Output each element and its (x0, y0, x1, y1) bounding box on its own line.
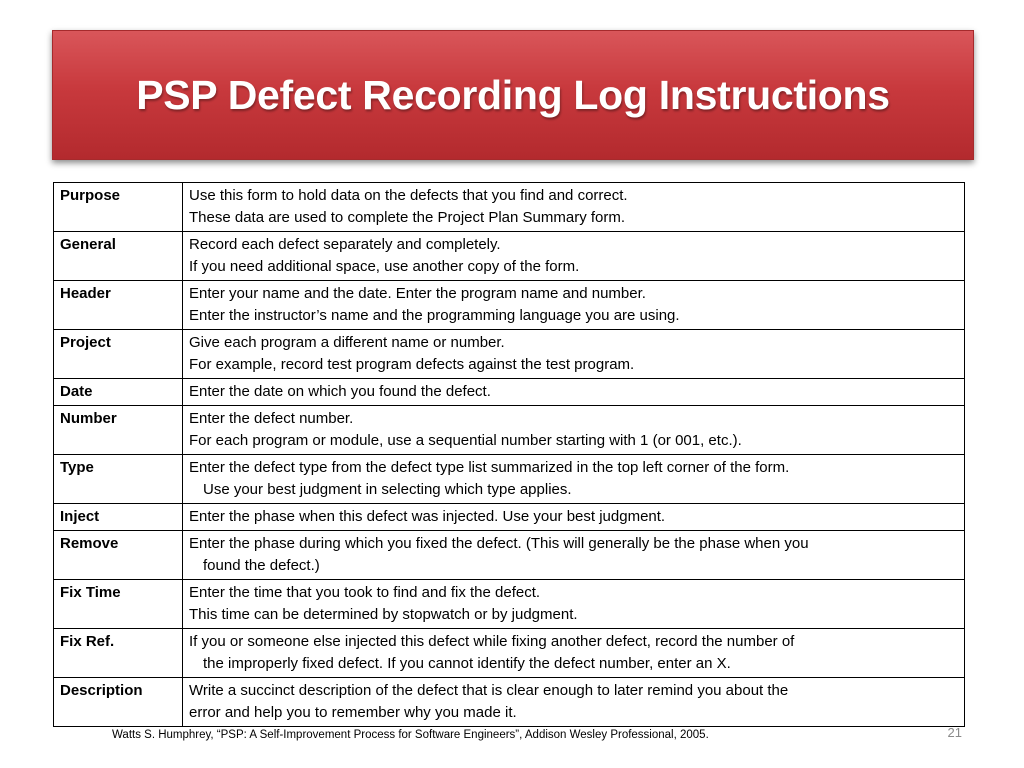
table-row (54, 406, 965, 455)
table-row (54, 379, 965, 406)
table-row (54, 330, 965, 379)
table-row (54, 455, 965, 504)
text-line: Enter the date on which you found the defect. (189, 383, 491, 400)
text-line: Enter the defect number. (189, 410, 354, 427)
row-text-header (183, 281, 965, 330)
text-line: Give each program a different name or number. (189, 334, 505, 351)
instructions-table (53, 182, 965, 727)
text-line: Enter the time that you took to find and fix the defect. (189, 584, 541, 601)
row-label-fix-ref: Fix Ref. (54, 629, 183, 678)
table-row (54, 580, 965, 629)
table-row (54, 531, 965, 580)
text-line: Enter your name and the date. Enter the program name and number. (189, 285, 646, 302)
table-row (54, 678, 965, 727)
title-banner (52, 30, 974, 160)
row-text-purpose (183, 183, 965, 232)
text-line: Enter the instructor’s name and the programming language you are using. (189, 307, 680, 324)
text-line: These data are used to complete the Project Plan Summary form. (189, 209, 626, 226)
row-label-fix-time: Fix Time (54, 580, 183, 629)
row-label-number: Number (54, 406, 183, 455)
table-row (54, 629, 965, 678)
row-label-header: Header (54, 281, 183, 330)
text-line: error and help you to remember why you made it. (189, 704, 517, 721)
row-text-number (183, 406, 965, 455)
row-label-type: Type (54, 455, 183, 504)
table-row (54, 183, 965, 232)
text-line: For example, record test program defects against the test program. (189, 356, 635, 373)
table-row (54, 232, 965, 281)
text-line: Use your best judgment in selecting which type applies. (203, 481, 572, 498)
text-line: Write a succinct description of the defect that is clear enough to later remind you about the (189, 682, 789, 699)
row-label-general: General (54, 232, 183, 281)
text-line: If you need additional space, use another copy of the form. (189, 258, 580, 275)
text-line: the improperly fixed defect. If you cannot identify the defect number, enter an X. (203, 655, 731, 672)
text-line: Use this form to hold data on the defects that you find and correct. (189, 187, 628, 204)
table-row (54, 504, 965, 531)
row-text-date (183, 379, 965, 406)
row-text-description (183, 678, 965, 727)
text-line: found the defect.) (203, 557, 320, 574)
row-label-purpose: Purpose (54, 183, 183, 232)
row-text-remove (183, 531, 965, 580)
slide-title: PSP Defect Recording Log Instructions (136, 71, 890, 118)
row-text-general (183, 232, 965, 281)
row-label-inject: Inject (54, 504, 183, 531)
row-label-date: Date (54, 379, 183, 406)
row-label-remove: Remove (54, 531, 183, 580)
row-text-fix-time (183, 580, 965, 629)
text-line: For each program or module, use a sequential number starting with 1 (or 001, etc.). (189, 432, 742, 449)
text-line: Enter the defect type from the defect type list summarized in the top left corner of the form. (189, 459, 790, 476)
text-line: Enter the phase when this defect was injected. Use your best judgment. (189, 508, 666, 525)
row-text-type (183, 455, 965, 504)
row-text-inject (183, 504, 965, 531)
row-text-project (183, 330, 965, 379)
row-label-description: Description (54, 678, 183, 727)
row-label-project: Project (54, 330, 183, 379)
text-line: Enter the phase during which you fixed the defect. (This will generally be the phase when you (189, 535, 809, 552)
text-line: If you or someone else injected this defect while fixing another defect, record the number of (189, 633, 795, 650)
row-text-fix-ref (183, 629, 965, 678)
text-line: Record each defect separately and completely. (189, 236, 501, 253)
table-row (54, 281, 965, 330)
citation-footnote: Watts S. Humphrey, “PSP: A Self-Improvement Process for Software Engineers”, Addison Wesley Professional, 2005. (112, 729, 709, 741)
page-number: 21 (947, 725, 962, 740)
text-line: This time can be determined by stopwatch or by judgment. (189, 606, 578, 623)
